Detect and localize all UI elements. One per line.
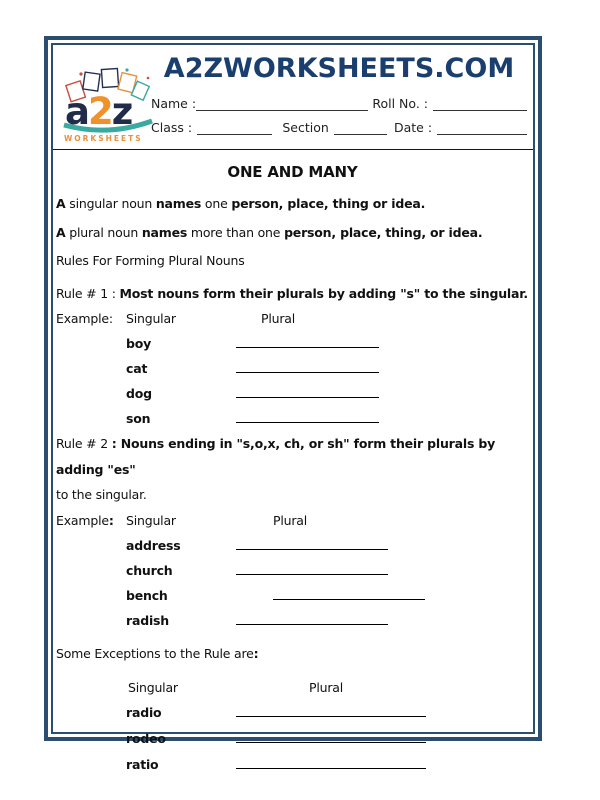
word-row: church	[56, 558, 529, 583]
class-section-date-row	[151, 120, 527, 135]
word-row: son	[56, 406, 529, 431]
answer-blank[interactable]	[236, 611, 388, 625]
example-label: Example:	[56, 311, 113, 326]
name-blank[interactable]	[196, 98, 368, 111]
rule-1-section	[56, 281, 529, 432]
word-row: bench	[56, 583, 529, 608]
class-label: Class :	[151, 120, 193, 135]
answer-blank[interactable]	[236, 729, 426, 743]
plural-column-header: Plural	[273, 512, 308, 528]
word-row: dog	[56, 381, 529, 406]
answer-blank[interactable]	[236, 409, 379, 423]
word-row: ratio	[56, 752, 529, 778]
class-blank[interactable]	[197, 122, 272, 135]
intro-section	[56, 190, 529, 276]
worksheet-title: ONE AND MANY	[227, 163, 358, 181]
plural-column-header: Plural	[261, 311, 296, 326]
rule-1-columns	[56, 306, 529, 331]
date-blank[interactable]	[437, 122, 527, 135]
exceptions-section	[56, 641, 529, 778]
answer-blank[interactable]	[236, 334, 379, 348]
worksheet-inner-frame	[51, 43, 535, 772]
intro-line-3: Rules For Forming Plural Nouns	[56, 253, 245, 268]
exceptions-heading: Some Exceptions to the Rule are:	[56, 645, 259, 661]
rule-2-heading-line-3: to the singular.	[56, 487, 147, 502]
rule-2-columns	[56, 508, 529, 533]
answer-blank[interactable]	[236, 561, 388, 575]
name-label: Name :	[151, 96, 197, 111]
date-label: Date :	[394, 120, 433, 135]
word-row: radio	[56, 700, 529, 726]
rule-1-heading: Rule # 1 : Most nouns form their plurals by adding "s" to the singular.	[56, 285, 528, 301]
singular-column-header: Singular	[128, 679, 178, 695]
singular-column-header: Singular	[126, 512, 176, 528]
a2z-logo	[60, 66, 156, 146]
worksheet-frame	[44, 36, 542, 772]
word-row: rodeo	[56, 726, 529, 752]
logo-subtext: WORKSHEETS	[64, 134, 143, 143]
header-right	[149, 53, 533, 135]
word-row: boy	[56, 331, 529, 356]
answer-blank[interactable]	[236, 359, 379, 373]
site-title: A2ZWORKSHEETS.COM	[163, 53, 515, 84]
worksheet-header	[53, 53, 533, 150]
word-row: address	[56, 533, 529, 558]
exceptions-columns	[56, 675, 529, 700]
singular-column-header: Singular	[126, 311, 176, 326]
intro-line-1: A singular noun names one person, place, thing or idea.	[56, 196, 426, 211]
answer-blank[interactable]	[236, 384, 379, 398]
section-label: Section	[282, 120, 329, 135]
rule-2-heading-line-1: Rule # 2 : Nouns ending in "s,o,x, ch, or sh" form their plurals by	[56, 436, 496, 451]
rule-2-section	[56, 431, 529, 633]
roll-blank[interactable]	[433, 98, 527, 111]
answer-blank[interactable]	[236, 703, 426, 717]
example-label: Example:	[56, 512, 114, 528]
answer-blank[interactable]	[236, 755, 426, 769]
plural-column-header: Plural	[309, 679, 344, 695]
rule-2-heading-line-2: adding "es"	[56, 461, 136, 477]
worksheet-body	[53, 150, 533, 778]
intro-line-2: A plural noun names more than one person, place, thing, or idea.	[56, 224, 483, 240]
answer-blank[interactable]	[236, 536, 388, 550]
word-row: cat	[56, 356, 529, 381]
section-blank[interactable]	[334, 122, 387, 135]
word-row: radish	[56, 608, 529, 633]
logo-wordmark: a2z	[65, 90, 132, 133]
name-roll-row	[151, 96, 527, 111]
answer-blank[interactable]	[273, 586, 425, 600]
roll-label: Roll No. :	[372, 96, 428, 111]
a2z-logo-graphic	[60, 66, 156, 146]
